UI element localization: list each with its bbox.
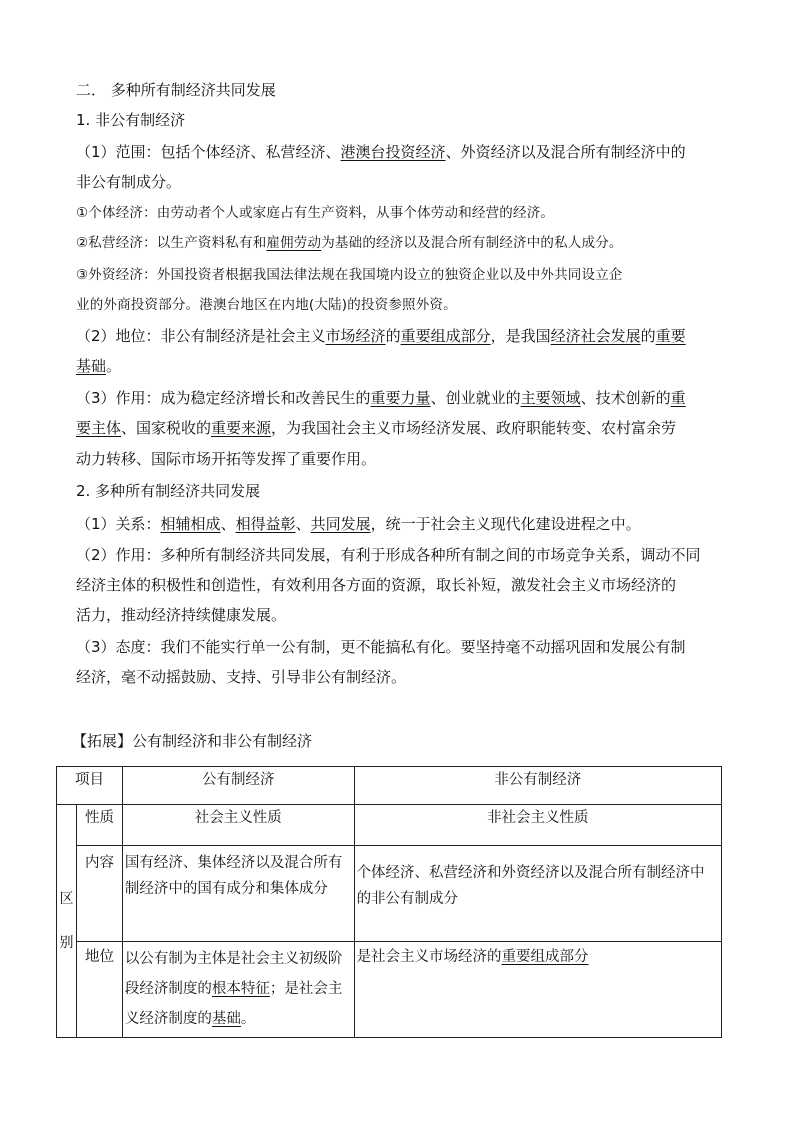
table-row	[57, 805, 722, 846]
role-line-2: 要主体、国家税收的重要来源，为我国社会主义市场经济发展、政府职能转变、农村富余劳	[76, 419, 677, 437]
row-label-status: 地位	[76, 942, 122, 1038]
group-difference-label: 区别	[57, 805, 77, 1038]
item-private-economy: ②私营经济：以生产资料私有和雇佣劳动为基础的经济以及混合所有制经济中的私人成分。	[76, 235, 623, 251]
table-row	[57, 942, 722, 1038]
item-individual-economy: ①个体经济：由劳动者个人或家庭占有生产资料，从事个体劳动和经营的经济。	[76, 205, 555, 221]
table-row	[57, 846, 722, 942]
cell-non-public-nature: 非社会主义性质	[354, 805, 721, 846]
attitude-line-1: （3）态度：我们不能实行单一公有制，更不能搞私有化。要坚持毫不动摇巩固和发展公有制	[76, 638, 686, 656]
heading-non-public-economy: 1. 非公有制经济	[76, 111, 186, 129]
row-label-nature: 性质	[76, 805, 122, 846]
extension-title: 【拓展】公有制经济和非公有制经济	[72, 732, 313, 750]
row-label-content: 内容	[76, 846, 122, 942]
section-title: 二． 多种所有制经济共同发展	[76, 81, 276, 99]
status-line-2: 基础。	[76, 357, 122, 375]
role-line-3: 动力转移、国际市场开拓等发挥了重要作用。	[76, 450, 377, 468]
header-item: 项目	[57, 767, 123, 805]
relation-line: （1）关系：相辅相成、相得益彰、共同发展，统一于社会主义现代化建设进程之中。	[76, 515, 641, 533]
cell-public-nature: 社会主义性质	[122, 805, 354, 846]
role-line-1: （3）作用：成为稳定经济增长和改善民生的重要力量、创业就业的主要领域、技术创新的重	[76, 389, 686, 407]
cell-non-public-content: 个体经济、私营经济和外资经济以及混合所有制经济中的非公有制成分	[354, 846, 721, 942]
table-header-row	[57, 767, 722, 805]
cell-non-public-status: 是社会主义市场经济的重要组成部分	[354, 942, 721, 1038]
header-public: 公有制经济	[122, 767, 354, 805]
item-foreign-economy-line-2: 业的外商投资部分。港澳台地区在内地(大陆)的投资参照外资。	[76, 297, 457, 313]
header-non-public: 非公有制经济	[354, 767, 721, 805]
effect-line-2: 经济主体的积极性和创造性，有效利用各方面的资源，取长补短，激发社会主义市场经济的	[76, 576, 677, 594]
scope-line-2: 非公有制成分。	[76, 173, 182, 191]
scope-line-1: （1）范围：包括个体经济、私营经济、港澳台投资经济、外资经济以及混合所有制经济中的	[76, 143, 686, 161]
comparison-table	[56, 766, 722, 1038]
heading-coexistence: 2. 多种所有制经济共同发展	[76, 482, 261, 500]
effect-line-3: 活力，推动经济持续健康发展。	[76, 606, 287, 624]
status-line-1: （2）地位：非公有制经济是社会主义市场经济的重要组成部分，是我国经济社会发展的重要	[76, 327, 686, 345]
cell-public-content: 国有经济、集体经济以及混合所有制经济中的国有成分和集体成分	[122, 846, 354, 942]
effect-line-1: （2）作用：多种所有制经济共同发展，有利于形成各种所有制之间的市场竞争关系，调动不同	[76, 546, 701, 564]
attitude-line-2: 经济，毫不动摇鼓励、支持、引导非公有制经济。	[76, 668, 407, 686]
cell-public-status: 以公有制为主体是社会主义初级阶段经济制度的根本特征；是社会主义经济制度的基础。	[122, 942, 354, 1038]
item-foreign-economy-line-1: ③外资经济：外国投资者根据我国法律法规在我国境内设立的独资企业以及中外共同设立企	[76, 267, 623, 283]
